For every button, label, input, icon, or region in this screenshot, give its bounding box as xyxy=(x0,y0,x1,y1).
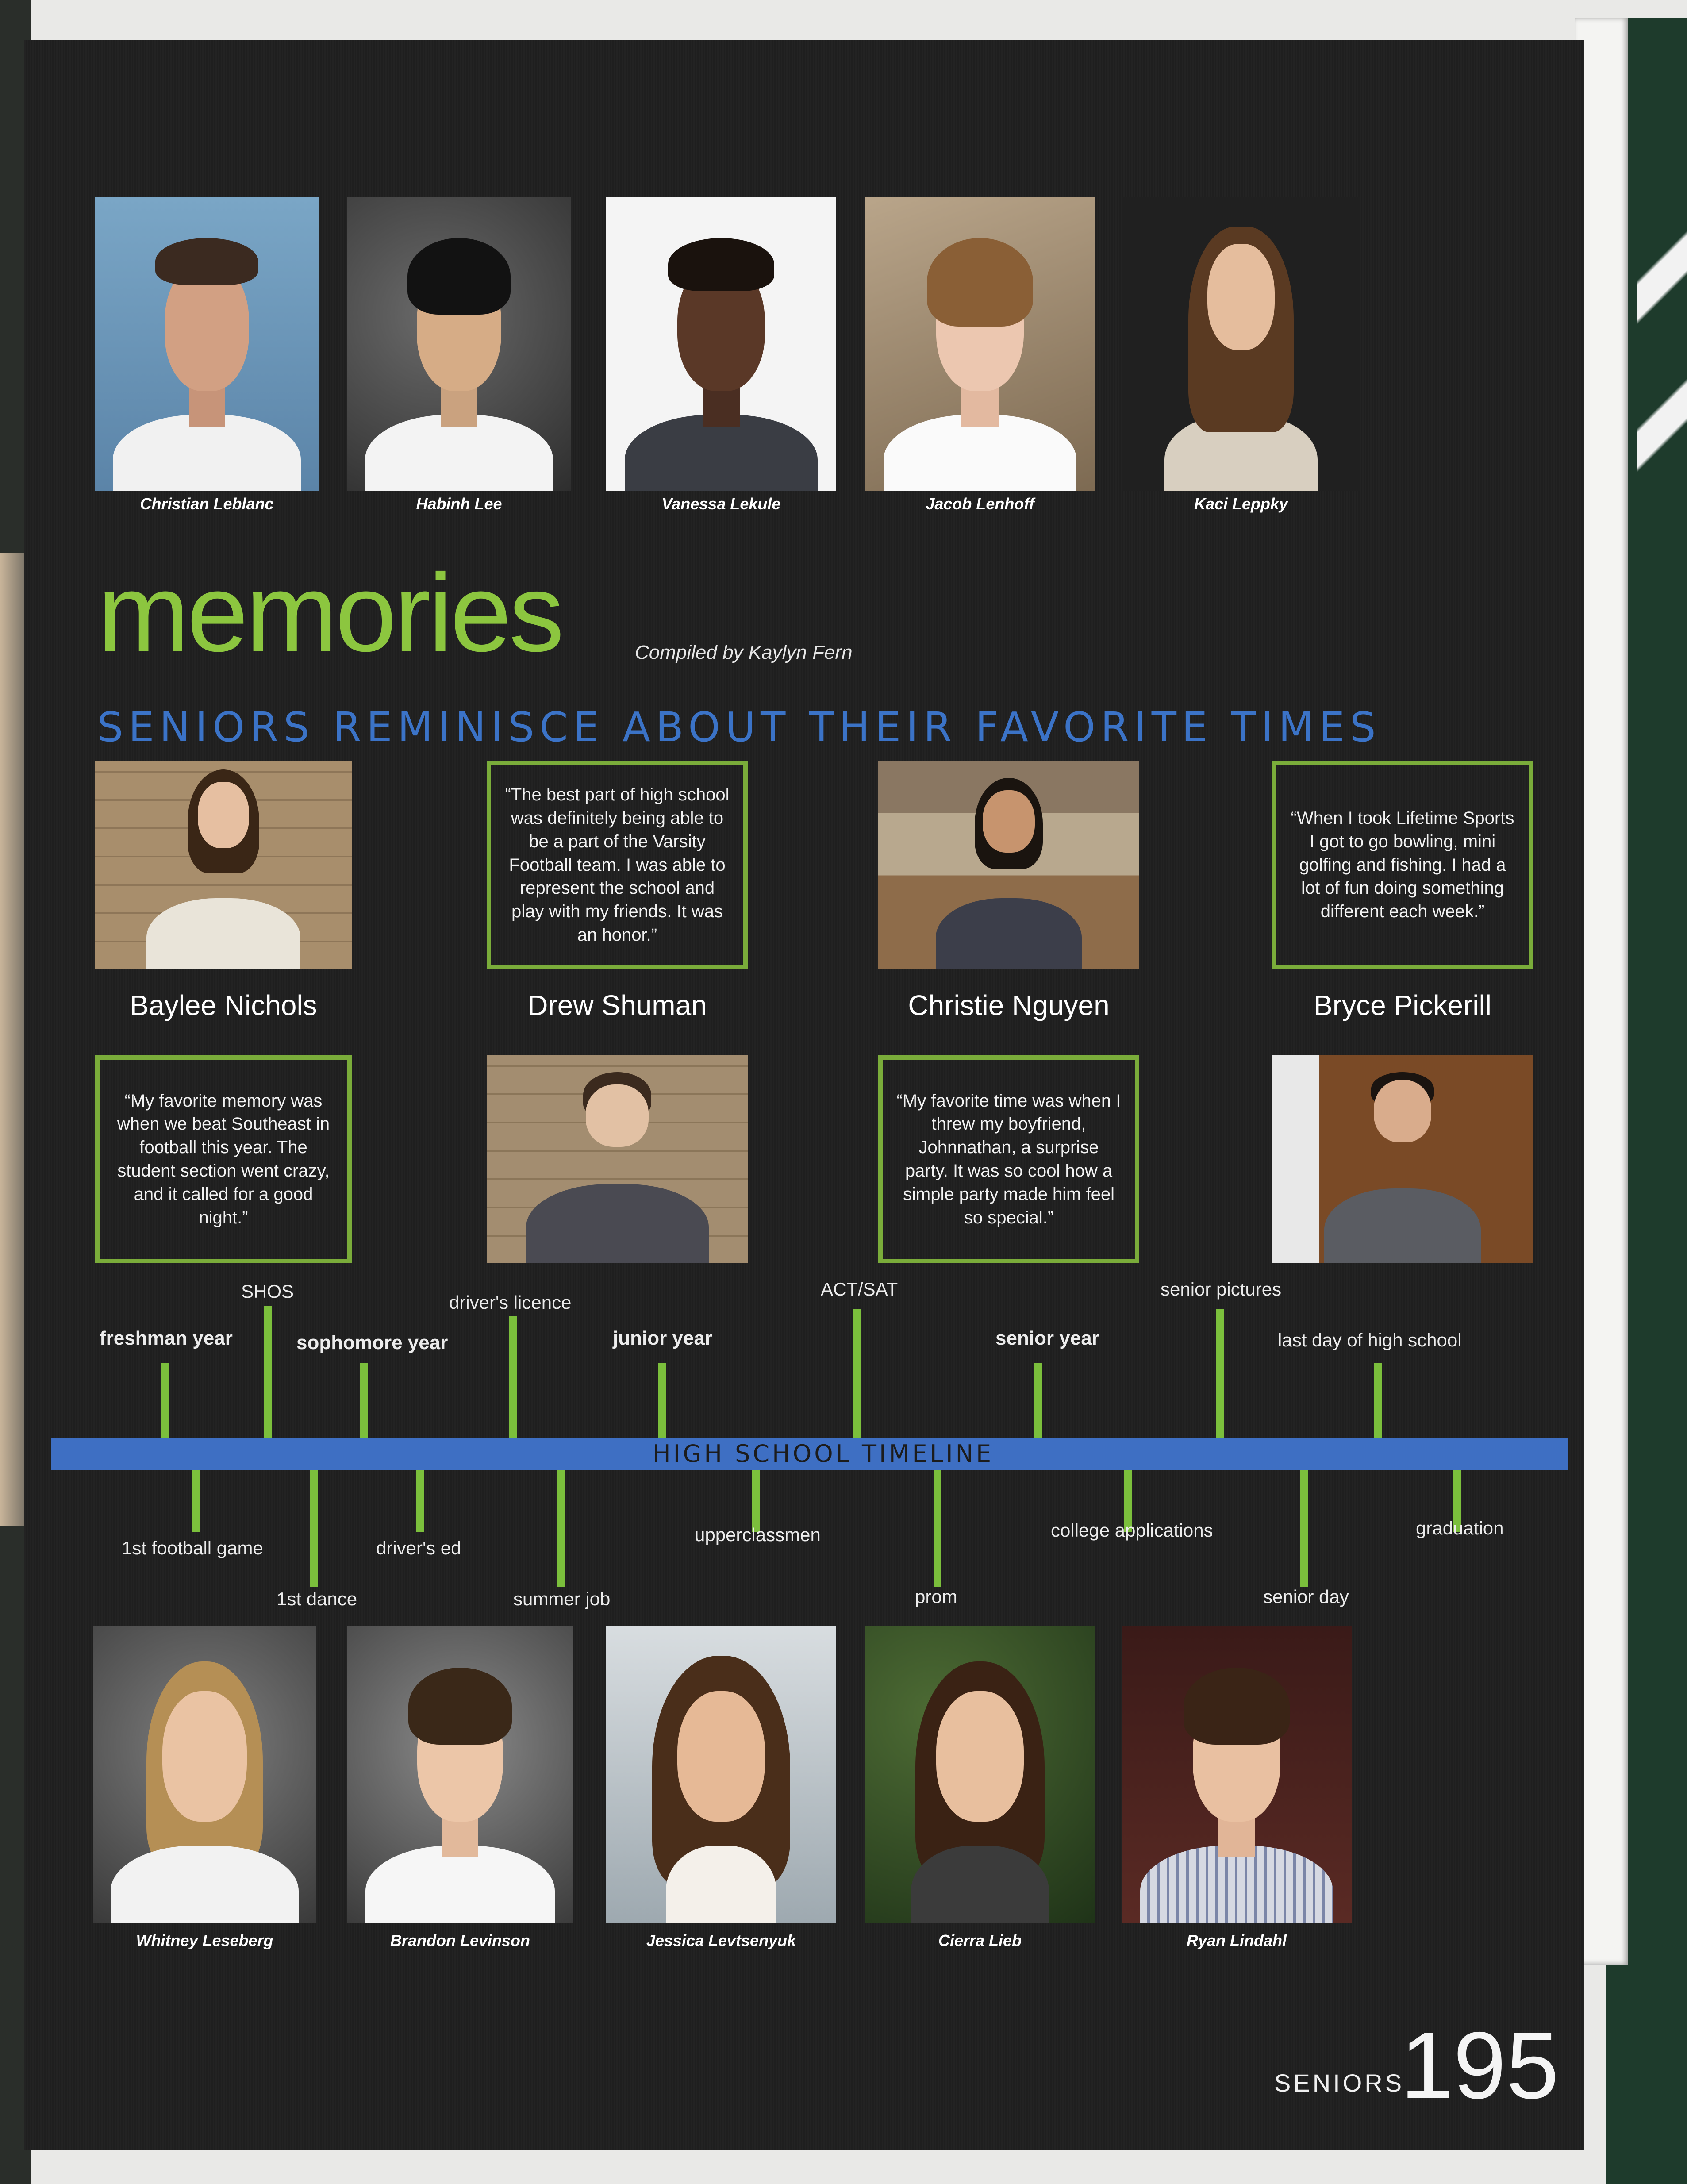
portrait-photo xyxy=(95,197,319,491)
portrait-caption: Brandon Levinson xyxy=(390,1931,530,1949)
portrait-caption: Cierra Lieb xyxy=(938,1931,1022,1949)
portrait-photo xyxy=(865,1626,1095,1923)
timeline-label: college applications xyxy=(1051,1520,1213,1541)
student-name: Christie Nguyen xyxy=(908,989,1110,1021)
yearbook-page xyxy=(24,40,1584,2150)
portrait-caption: Kaci Leppky xyxy=(1194,495,1288,513)
timeline-tick xyxy=(557,1470,565,1587)
student-photo xyxy=(487,1055,748,1263)
timeline-tick xyxy=(310,1470,318,1587)
page-number: 195 xyxy=(1400,2012,1559,2119)
timeline-label: summer job xyxy=(513,1588,611,1609)
portrait-photo xyxy=(347,197,571,491)
student-photo xyxy=(95,761,352,969)
section-label: SENIORS xyxy=(1274,2069,1405,2097)
student-photo xyxy=(878,761,1139,969)
timeline-label: SHOS xyxy=(241,1281,294,1302)
timeline-label: last day of high school xyxy=(1278,1330,1462,1350)
timeline-label: graduation xyxy=(1416,1518,1504,1538)
portrait-caption: Ryan Lindahl xyxy=(1186,1931,1287,1949)
portrait-caption: Christian Leblanc xyxy=(140,495,274,513)
quote-box: “When I took Lifetime Sports I got to go bowling, mini golfing and fishing. I had a lot of fun doing something different each week.” xyxy=(1272,761,1533,969)
timeline-label: senior day xyxy=(1263,1586,1349,1607)
portrait-caption: Habinh Lee xyxy=(416,495,502,513)
page-title: memories xyxy=(97,551,562,674)
timeline-label: senior pictures xyxy=(1161,1279,1282,1300)
timeline-tick xyxy=(161,1363,169,1438)
cover-pattern xyxy=(1637,133,1687,575)
timeline-tick xyxy=(853,1309,861,1438)
timeline-tick xyxy=(416,1470,424,1532)
portrait-caption: Jessica Levtsenyuk xyxy=(646,1931,796,1949)
quote-box: “My favorite time was when I threw my boyfriend, Johnnathan, a surprise party. It was so cool how a simple party made him feel so special.” xyxy=(878,1055,1139,1263)
student-name: Baylee Nichols xyxy=(130,989,317,1021)
timeline-label: 1st dance xyxy=(277,1588,357,1609)
timeline-label: senior year xyxy=(995,1327,1099,1349)
timeline-label: junior year xyxy=(613,1327,712,1349)
timeline-tick xyxy=(264,1306,272,1438)
portrait-caption: Whitney Leseberg xyxy=(136,1931,273,1949)
timeline-tick xyxy=(360,1363,368,1438)
timeline-label: sophomore year xyxy=(296,1332,448,1353)
timeline-tick xyxy=(934,1470,941,1587)
student-photo xyxy=(1272,1055,1533,1263)
portrait-photo xyxy=(865,197,1095,491)
portrait-caption: Vanessa Lekule xyxy=(661,495,781,513)
quote-box: “The best part of high school was definitely being able to be a part of the Varsity Football team. I was able to represent the school and play with my friends. It was an honor.” xyxy=(487,761,748,969)
timeline-tick xyxy=(658,1363,666,1438)
portrait-photo xyxy=(347,1626,573,1923)
timeline-label: prom xyxy=(915,1586,957,1607)
timeline-title: HIGH SCHOOL TIMELINE xyxy=(653,1440,994,1468)
quote-box: “My favorite memory was when we beat Southeast in football this year. The student section went crazy, and it called for a good night.” xyxy=(95,1055,352,1263)
portrait-photo xyxy=(1122,1626,1352,1923)
timeline-label: ACT/SAT xyxy=(821,1279,898,1300)
timeline-tick xyxy=(1034,1363,1042,1438)
page-subtitle: SENIORS REMINISCE ABOUT THEIR FAVORITE TIMES xyxy=(97,704,1381,751)
student-name: Bryce Pickerill xyxy=(1314,989,1491,1021)
timeline-tick xyxy=(1216,1309,1224,1438)
timeline-tick xyxy=(1374,1363,1382,1438)
portrait-photo xyxy=(606,197,836,491)
timeline-label: upperclassmen xyxy=(695,1524,821,1545)
timeline-label: driver's ed xyxy=(376,1538,461,1558)
portrait-photo xyxy=(93,1626,316,1923)
portrait-caption: Jacob Lenhoff xyxy=(926,495,1034,513)
timeline-label: freshman year xyxy=(100,1327,233,1349)
timeline-label: 1st football game xyxy=(122,1538,263,1558)
portrait-photo xyxy=(606,1626,836,1923)
portrait-photo xyxy=(1122,197,1360,491)
timeline-tick xyxy=(509,1316,517,1438)
timeline-tick xyxy=(752,1470,760,1532)
timeline-label: driver's licence xyxy=(449,1292,572,1313)
timeline-tick xyxy=(192,1470,200,1532)
timeline-tick xyxy=(1300,1470,1308,1587)
byline: Compiled by Kaylyn Fern xyxy=(635,642,853,663)
student-name: Drew Shuman xyxy=(527,989,707,1021)
